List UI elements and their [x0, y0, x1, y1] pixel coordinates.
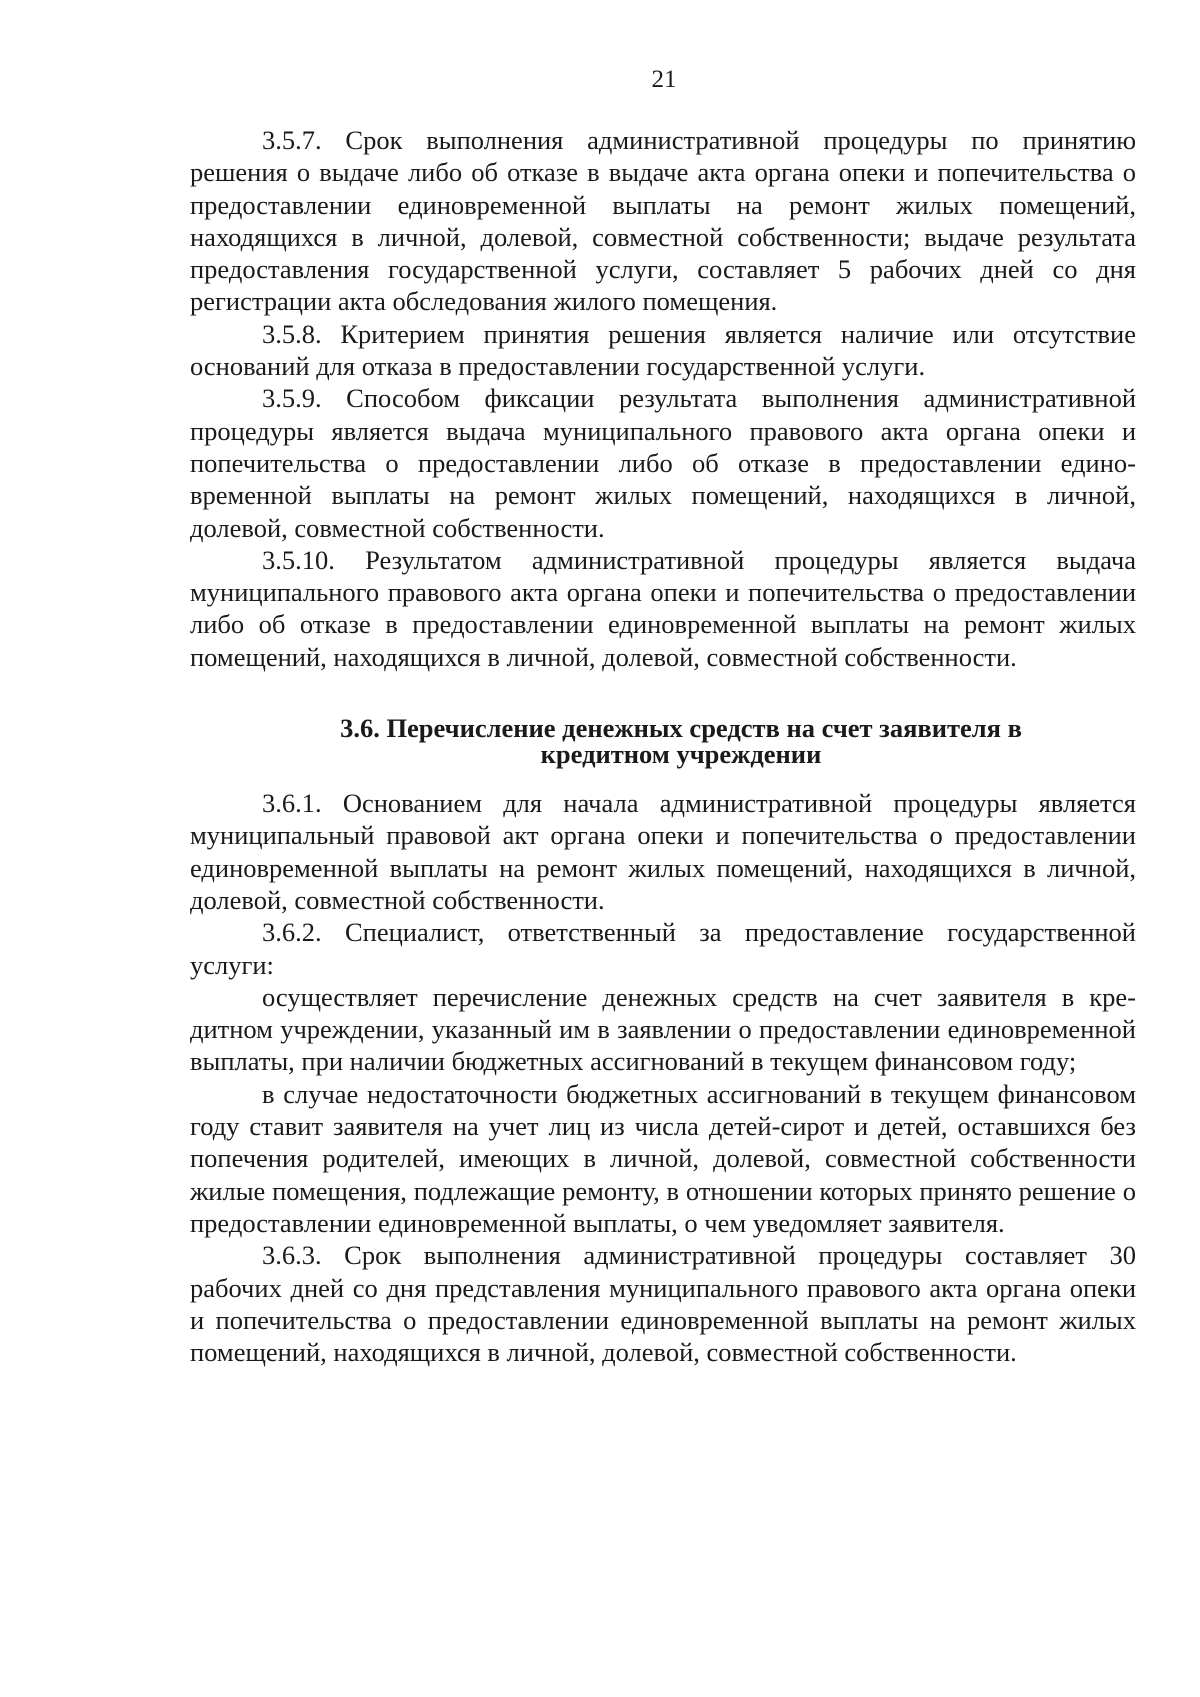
document-body: [190, 124, 1136, 1368]
paragraph-3-6-1: 3.6.1. Основанием для начала административной процедуры является муниципальный правовой акт органа опеки и попечительства о предоставлении единовременной выплаты на ремонт жилых помещений, находящихся в личной, долевой, совместной собственности.: [190, 788, 1136, 915]
page-number: 21: [651, 66, 677, 93]
paragraph-3-5-7: 3.5.7. Срок выполнения административной процедуры по принятию решения о выдаче либо об отказе в выдаче акта органа опеки и попечительства о предоставлении единовременной выплаты на ремонт жилых помещений, находящихся в личной, долевой, совместной собственности; выдаче результата предоставления государственной услуги, составляет 5 рабочих дней со дня регистрации акта обследования жилого помещения.: [190, 125, 1136, 317]
paragraph-3-6-2: 3.6.2. Специалист, ответственный за предоставление государственной услуги:: [190, 917, 1136, 980]
paragraph-3-6-3: 3.6.3. Срок выполнения административной процедуры составляет 30 рабочих дней со дня представления муниципального правового акта органа опеки и попечительства о предоставлении единовременной выплаты на ремонт жилых помещений, находящихся в личной, долевой, совместной собственности.: [190, 1240, 1136, 1368]
section-heading-line-2: кредитном учреждении: [540, 739, 822, 770]
section-heading-line-1: 3.6. Перечисление денежных средств на счет заявителя в: [340, 713, 1022, 744]
paragraph-3-5-8: 3.5.8. Критерием принятия решения является наличие или отсутствие оснований для отказа в предоставлении государственной услуги.: [190, 318, 1136, 382]
section-heading-3-6: [190, 713, 1136, 770]
paragraph-3-5-10: 3.5.10. Результатом административной процедуры является выдача муниципального правового акта органа опеки и попечительства о предоставлении либо об отказе в предоставлении единовременной выплаты на ремонт жилых помещений, находящихся в личной, долевой, совместной собственности.: [190, 544, 1136, 672]
paragraph-3-6-2-item-2: в случае недостаточности бюджетных ассигнований в текущем финансовом году ставит заявителя на учет лиц из числа детей-сирот и детей, оставшихся без попечения родителей, имеющих в личной, долевой, совместной собственности жилые помещения, подлежащие ремонту, в отношении которых принято решение о предоставлении единовременной выплаты, о чем уведомляет заявителя.: [190, 1078, 1136, 1238]
paragraph-3-6-2-item-1: осуществляет перечисление денежных средств на счет заявителя в кредитном учреждении, указанный им в заявлении о предоставлении единовременной выплаты, при наличии бюджетных ассигнований в текущем финансовом году;: [190, 981, 1136, 1077]
paragraph-3-5-9: 3.5.9. Способом фиксации результата выполнения административной процедуры является выдача муниципального правового акта органа опеки и попечительства о предоставлении либо об отказе в предоставлении единовременной выплаты на ремонт жилых помещений, находящихся в личной, долевой, совместной собственности.: [190, 383, 1136, 543]
